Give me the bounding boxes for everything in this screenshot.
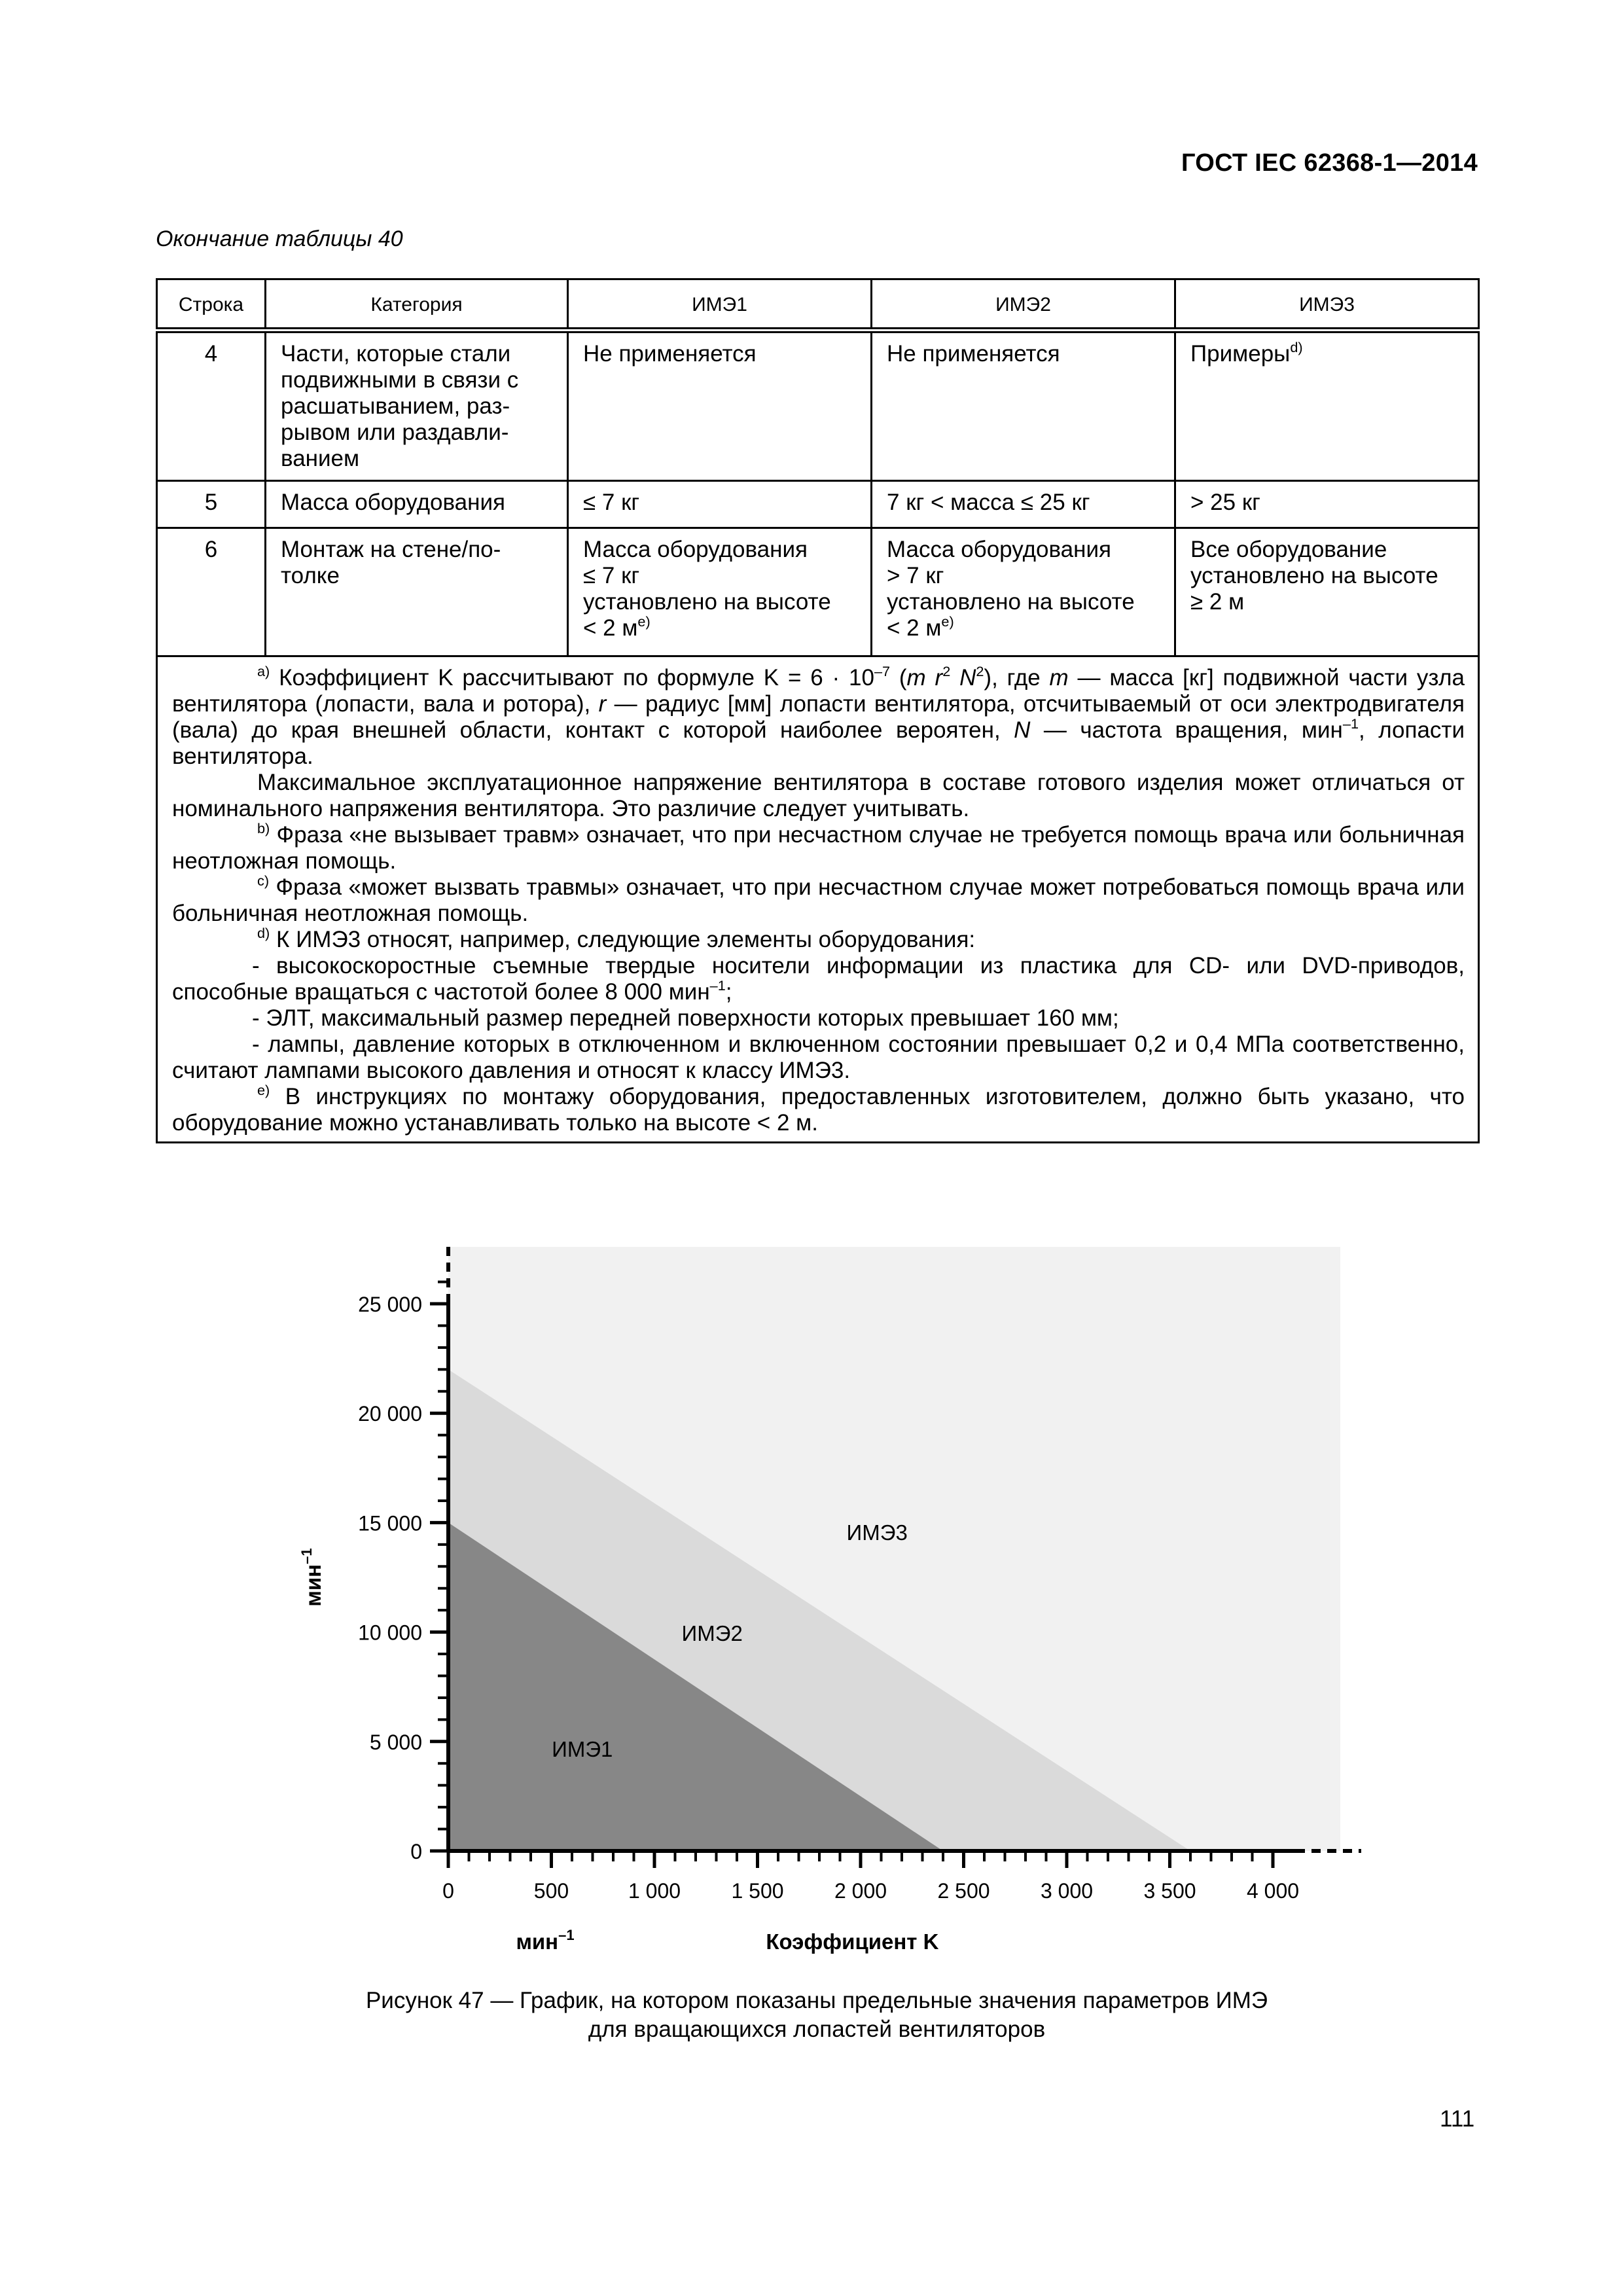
category-cell: Масса оборудования <box>266 481 568 528</box>
note-var: m r <box>906 665 943 691</box>
y-tick-label: 20 000 <box>358 1402 422 1426</box>
note-a-para2: Максимальное эксплуатационное напряжение вентилятора в составе готового изделия может отличаться от номинального напряжения вентилятора. Это различие следует учитывать. <box>172 770 1465 821</box>
x-tick-label: 2 500 <box>937 1879 990 1903</box>
note-exponent: –1 <box>1342 715 1359 732</box>
note-text: — масса [кг] подвижной части узла вентилятора (лопасти, вала и ротора), <box>172 665 1465 717</box>
ime2-cell: 7 кг < масса ≤ 25 кг <box>872 481 1175 528</box>
note-text: Коэффициент K рассчитывают по формуле K = 6 · 10 <box>279 665 874 691</box>
x-tick-label: 3 500 <box>1143 1879 1196 1903</box>
note-exponent: 2 <box>942 662 951 679</box>
note-text: ; <box>725 979 732 1005</box>
column-header: Категория <box>266 279 568 331</box>
note-text: Фраза «не вызывает травм» означает, что при несчастном случае не требуется помощь врача или больничная неотложная помощь. <box>172 822 1465 874</box>
row-number: 4 <box>157 331 266 481</box>
note-text: Фраза «может вызвать травмы» означает, что при несчастном случае может потребоваться помощь врача или больничная неотложная помощь. <box>172 874 1465 926</box>
y-axis-label: мин$^{-1}$ <box>298 1548 325 1607</box>
column-header: ИМЭ2 <box>872 279 1175 331</box>
document-header: ГОСТ IEC 62368-1—2014 <box>1181 149 1478 177</box>
column-header: ИМЭ3 <box>1175 279 1479 331</box>
ime3-cell: Все оборудование установлено на высоте ≥ 2 м <box>1175 528 1479 656</box>
y-tick-label: 15 000 <box>358 1511 422 1535</box>
note-var: r <box>598 691 607 717</box>
footnote-ref: e) <box>941 613 954 630</box>
note-var: N <box>1014 717 1031 743</box>
note-var: m <box>1049 665 1069 691</box>
x-axis-label: Коэффициент K <box>766 1929 939 1954</box>
row-number: 5 <box>157 481 266 528</box>
note-marker: e) <box>257 1081 270 1098</box>
row-number: 6 <box>157 528 266 656</box>
region-label: ИМЭ2 <box>681 1621 743 1645</box>
note-text: В инструкциях по монтажу оборудования, предоставленных изготовителем, должно быть указано, что оборудование можно устанавливать только на высоте < 2 м. <box>172 1084 1465 1136</box>
column-header: Строка <box>157 279 266 331</box>
ime2-cell: Не применяется <box>872 331 1175 481</box>
note-text: — частота вращения, мин <box>1030 717 1343 743</box>
category-cell: Монтаж на стене/по- толке <box>266 528 568 656</box>
x-tick-label: 4 000 <box>1246 1879 1300 1903</box>
note-text: К ИМЭ3 относят, например, следующие элементы оборудования: <box>270 927 976 952</box>
note-marker: a) <box>257 662 270 679</box>
cell-text: Масса оборудования > 7 кг установлено на высоте < 2 м <box>887 537 1135 641</box>
x-axis-unit-label: мин$^{-1}$ <box>516 1927 575 1954</box>
cell-text: Примеры <box>1190 341 1291 367</box>
y-tick-label: 25 000 <box>358 1293 422 1316</box>
x-tick-label: 1 500 <box>731 1879 784 1903</box>
x-tick-label: 1 000 <box>628 1879 681 1903</box>
region-label: ИМЭ3 <box>846 1520 908 1545</box>
note-exponent: 2 <box>976 662 984 679</box>
note-text: - высокоскоростные съемные твердые носители информации из пластика для CD- или DVD-приводов, способные вращаться с частотой более 8 000 мин <box>172 953 1465 1005</box>
ime3-cell: > 25 кг <box>1175 481 1479 528</box>
note-var: N <box>950 665 976 691</box>
y-tick-label: 10 000 <box>358 1621 422 1645</box>
note-marker: d) <box>257 924 270 941</box>
x-tick-label: 0 <box>442 1879 454 1903</box>
x-tick-label: 3 000 <box>1040 1879 1094 1903</box>
note-text: ), где <box>984 665 1050 691</box>
note-d-item: - лампы, давление которых в отключенном и включенном состоянии превышает 0,2 и 0,4 МПа соответственно, считают лампами высокого давления и относят к классу ИМЭ3. <box>172 1031 1465 1083</box>
cell-text: Масса оборудования ≤ 7 кг установлено на высоте < 2 м <box>583 537 831 641</box>
footnote-ref: d) <box>1290 338 1303 355</box>
x-tick-label: 500 <box>533 1879 569 1903</box>
region-label: ИМЭ1 <box>552 1737 613 1762</box>
note-exponent: –1 <box>709 977 726 994</box>
y-tick-label: 0 <box>410 1840 422 1863</box>
category-cell: Части, которые стали подвижными в связи с расшатыванием, раз- рывом или раздавли- ванием <box>266 331 568 481</box>
column-header: ИМЭ1 <box>568 279 872 331</box>
x-tick-label: 2 000 <box>834 1879 887 1903</box>
note-d-item: - ЭЛТ, максимальный размер передней поверхности которых превышает 160 мм; <box>252 1005 1119 1031</box>
note-marker: b) <box>257 819 270 836</box>
note-text: , лопасти вентилятора. <box>172 717 1465 769</box>
note-exponent: –7 <box>874 662 891 679</box>
page-number: 111 <box>1440 2106 1475 2132</box>
ime1-cell: ≤ 7 кг <box>568 481 872 528</box>
figure-caption: Рисунок 47 — График, на котором показаны предельные значения параметров ИМЭ для вращающихся лопастей вентиляторов <box>365 1988 1268 2042</box>
ime1-cell: Не применяется <box>568 331 872 481</box>
table-caption: Окончание таблицы 40 <box>156 226 403 251</box>
y-tick-label: 5 000 <box>369 1730 422 1754</box>
note-text: — радиус [мм] лопасти вентилятора, отсчитываемый от оси электродвигателя (вала) до края внешней области, контакт с которой наиболее вероятен, <box>172 691 1465 743</box>
note-marker: c) <box>257 872 270 889</box>
note-text: ( <box>890 665 907 691</box>
footnote-ref: e) <box>637 613 651 630</box>
